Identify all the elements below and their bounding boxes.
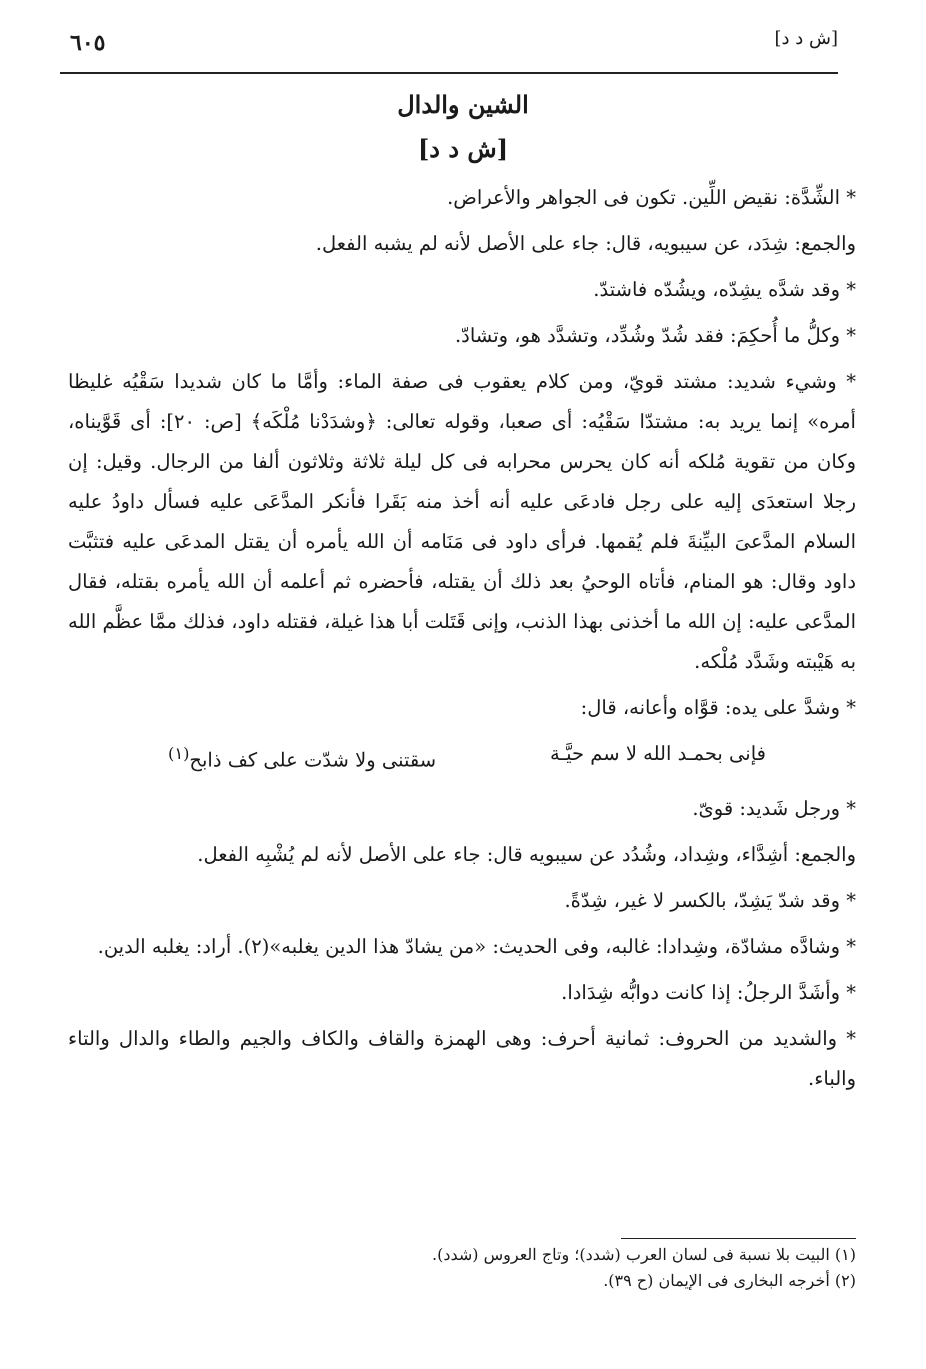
section-title: الشين والدال: [397, 90, 529, 119]
paragraph: * وقد شدَّه يشِدّه، ويشُدّه فاشتدّ.: [593, 278, 856, 301]
footnotes: [70, 1242, 856, 1294]
paragraph: * والشديد من الحروف: ثمانية أحرف: وهى الهمزة والقاف والكاف والجيم والطاء والدال والتاء والباء.: [68, 1026, 856, 1090]
paragraph: * وشادَّه مشادّة، وشِدادا: غالبه، وفى الحديث: «من يشادّ هذا الدين يغلبه»(٢). أراد: يغلبه الدين.: [97, 934, 856, 958]
footnote: (٢) أخرجه البخارى فى الإيمان (ح ٣٩).: [603, 1271, 856, 1290]
paragraph: والجمع: شِدَد، عن سيبويه، قال: جاء على الأصل لأنه لم يشبه الفعل.: [315, 232, 856, 255]
poetry-verse: [68, 734, 856, 781]
paragraph: * وشيء شديد: مشتد قويّ، ومن كلام يعقوب فى صفة الماء: وأمَّا ما كان شديدا سَقْيُه غليظا أمره» إنما يريد به: مشتدّا سَقْيُه: أى صعبا، وقوله تعالى: ﴿وشدَدْنا مُلْكَه﴾ [ص: ٢٠]: أى قَوَّيناه، وكان من تقوية مُلكه أنه كان يحرس محرابه فى كل ليلة ثلاثة وثلاثون ألفا من الرجال. وقيل: إن رجلا استعدَى إليه على رجل فادعَى عليه أنه أخذ منه بَقَرا فأنكر المدَّعَى عليه فسأل داودُ عليه السلام المدَّعىَ البيِّنةَ فلم يُقمها. فرأى داود فى مَنَامه أن الله يأمره أن يقتل المدعَى عليه فتثبَّت داود وقال: هو المنام، فأتاه الوحيُ بعد ذلك أن يقتله، فأحضره ثم أعلمه أن الله يأمره بقتله، فقال المدَّعى عليه: إن الله ما أخذنى بهذا الذنب، وإنى قَتَلت أبا هذا غيلة، فقتله داود، فذلك ممَّا عظَّم الله به هَيْبته وشَدَّد مُلْكه.: [68, 370, 856, 673]
running-head: [ش د د]: [774, 28, 838, 49]
paragraph: * وأشَدَّ الرجلُ: إذا كانت دوابُّه شِدَادا.: [561, 980, 856, 1004]
paragraph: * وقد شدّ يَشِدّ، بالكسر لا غير، شِدّةً.: [564, 888, 856, 912]
footnote-ref: (١): [168, 744, 190, 763]
paragraph: * الشِّدَّة: نقيض اللِّين. تكون فى الجواهر والأعراض.: [447, 186, 856, 209]
entry-body: [68, 178, 856, 1105]
paragraph: * ورجل شَديد: قوىّ.: [692, 796, 856, 820]
paragraph: * وشدَّ على يده: قوَّاه وأعانه، قال:: [580, 696, 856, 719]
entry-title: [ش د د]: [417, 134, 509, 163]
footnote-rule: [621, 1238, 856, 1239]
footnote: (١) البيت بلا نسبة فى لسان العرب (شدد)؛ وتاج العروس (شدد).: [432, 1245, 856, 1264]
verse-hemistich-text: سقتنى ولا شدّت على كف ذابح: [189, 748, 437, 772]
page-number: ٦٠٥: [70, 30, 106, 56]
verse-hemistich-second: [168, 734, 436, 781]
paragraph: * وكلُّ ما أُحكِمَ: فقد شُدّ وشُدِّد، وتشدَّد هو، وتشادّ.: [454, 324, 856, 347]
paragraph: والجمع: أشِدَّاء، وشِداد، وشُدُد عن سيبويه قال: جاء على الأصل لأنه لم يُشْبِه الفعل.: [197, 842, 856, 866]
header-rule: [60, 72, 838, 74]
verse-hemistich-first: فإنى بحمـد الله لا سم حيَّـة: [550, 742, 766, 765]
